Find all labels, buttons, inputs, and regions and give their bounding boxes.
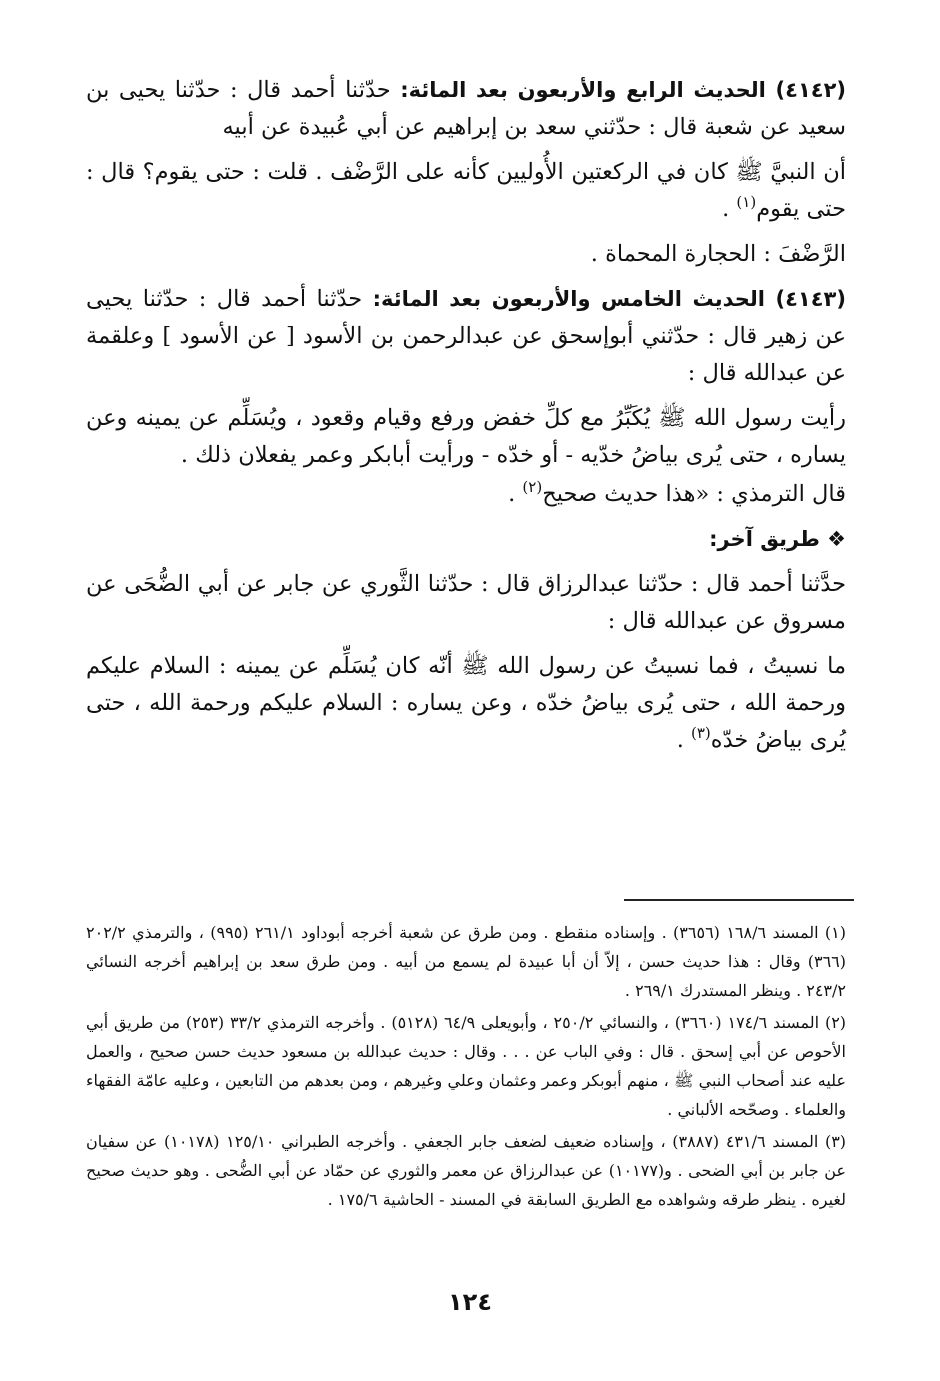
hadith-4142-isnad: حدّثنا أحمد قال : حدّثنا يحيى بن سعيد عن شعبة قال : حدّثني سعد بن إبراهيم عن أبي عُبيدة عن أبيه: [86, 77, 846, 140]
hadith-4143-matn: رأيت رسول الله ﷺ يُكَبِّرُ مع كلِّ خفض ورفع وقيام وقعود ، ويُسَلِّم عن يمينه وعن يساره ، حتى يُرى بياضُ خدّيه - أو خدّه - ورأيت أبابكر وعمر يفعلان ذلك .: [86, 405, 846, 468]
footnote-separator: [624, 899, 854, 901]
footnote-ref-3[interactable]: (٣): [691, 724, 711, 742]
hadith-4142-heading: (٤١٤٢) الحديث الرابع والأربعون بعد المائة:: [400, 78, 847, 102]
other-route-end: .: [676, 727, 691, 753]
hadith-4142-matn: أن النبيَّ ﷺ كان في الركعتين الأُوليين كأنه على الرَّضْف . قلت : حتى يقوم؟ قال : حتى يقوم: [86, 159, 846, 222]
tirmidhi-quote: قال الترمذي : «هذا حديث صحيح: [542, 481, 846, 507]
page-number: ١٢٤: [448, 1288, 492, 1316]
footnote-1: (١) المسند ١٦٨/٦ (٣٦٥٦) . وإسناده منقطع . ومن طرق عن شعبة أخرجه أبوداود ٢٦١/١ (٩٩٥) ، والترمذي ٢٠٢/٢ (٣٦٦) وقال : هذا حديث حسن ، إلاّ أن أبا عبيدة لم يسمع من أبيه . ومن طرق سعد بن إبراهيم أخرجه النسائي ٢٤٣/٢ . وينظر المستدرك ٢٦٩/١ .: [86, 923, 847, 1000]
other-route-matn: ما نسيتُ ، فما نسيتُ عن رسول الله ﷺ أنّه كان يُسَلِّم عن يمينه : السلام عليكم ورحمة الله ، حتى يُرى بياضُ خدّه ، وعن يساره : السلام عليكم ورحمة الله ، حتى يُرى بياضُ خدّه: [86, 653, 846, 753]
hadith-4143-end: .: [508, 481, 523, 507]
other-route-isnad: حدَّثنا أحمد قال : حدّثنا عبدالرزاق قال : حدّثنا الثَّوري عن جابر عن أبي الضُّحَى عن مسروق عن عبدالله قال :: [86, 571, 846, 634]
hadith-4143-isnad-paragraph: [86, 281, 846, 392]
footnote-ref-1[interactable]: (١): [736, 193, 757, 211]
footnote-3: (٣) المسند ٤٣١/٦ (٣٨٨٧) ، وإسناده ضعيف لضعف جابر الجعفي . وأخرجه الطبراني ١٢٥/١٠ (١٠١٧٨) عن سفيان عن جابر بن أبي الضحى . و(١٠١٧٧) عن عبدالرزاق عن معمر والثوري عن حمّاد عن أبي الضُّحى . وهو حديث صحيح لغيره . ينظر طرقه وشواهده مع الطريق السابقة في المسند - الحاشية ١٧٥/٦ .: [86, 1132, 847, 1209]
other-route-heading: ❖ طريق آخر:: [709, 527, 846, 551]
hadith-4142-gloss: الرَّضْفَ : الحجارة المحماة .: [590, 241, 846, 267]
hadith-4143-tirmidhi-paragraph: [86, 476, 846, 513]
hadith-4142-isnad-paragraph: [86, 72, 846, 146]
footnotes: [86, 918, 846, 1217]
hadith-4142-matn-paragraph: [86, 154, 846, 228]
other-route-matn-paragraph: [86, 648, 846, 759]
hadith-4143-isnad: حدّثنا أحمد قال : حدّثنا يحيى عن زهير قال : حدّثني أبوإسحق عن عبدالرحمن بن الأسود [ عن الأسود ] وعلقمة عن عبدالله قال :: [86, 286, 846, 386]
footnote-ref-2[interactable]: (٢): [522, 478, 543, 496]
hadith-4142-end: .: [722, 196, 737, 222]
main-text: [86, 72, 846, 767]
hadith-4143-heading: (٤١٤٣) الحديث الخامس والأربعون بعد المائة:: [372, 287, 846, 311]
footnote-2: (٢) المسند ١٧٤/٦ (٣٦٦٠) ، والنسائي ٢٥٠/٢ ، وأبويعلى ٦٤/٩ (٥١٢٨) . وأخرجه الترمذي ٣٣/٢ (٢٥٣) من طريق أبي الأحوص عن أبي إسحق . قال : وفي الباب عن . . . وقال : حديث عبدالله بن مسعود حديث حسن صحيح ، والعمل عليه عند أصحاب النبي ﷺ ، منهم أبوبكر وعمر وعثمان وعلي وغيرهم ، ومن بعدهم من التابعين ، وعليه عامّة الفقهاء والعلماء . وصحّحه الألباني .: [86, 1013, 847, 1119]
